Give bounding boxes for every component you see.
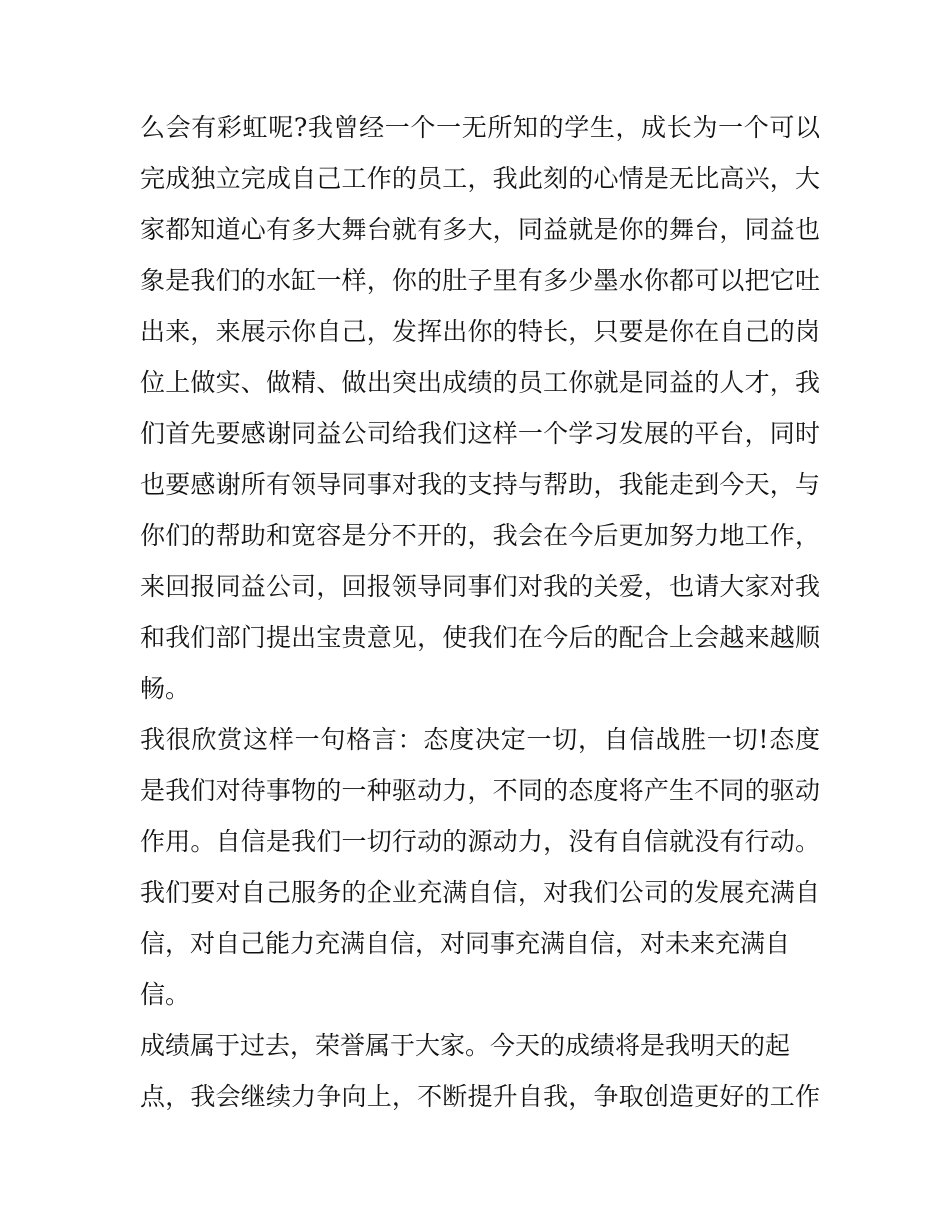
text-line: 么会有彩虹呢?我曾经一个一无所知的学生，成长为一个可以 — [140, 113, 820, 142]
text-line: 家都知道心有多大舞台就有多大，同益就是你的舞台，同益也 — [140, 215, 820, 244]
text-line: 你们的帮助和宽容是分不开的，我会在今后更加努力地工作， — [140, 521, 820, 550]
text-line: 畅。 — [140, 674, 191, 703]
text-line: 作用。自信是我们一切行动的源动力，没有自信就没有行动。 — [140, 827, 820, 856]
text-line: 和我们部门提出宝贵意见，使我们在今后的配合上会越来越顺 — [140, 623, 820, 652]
text-line: 出来，来展示你自己，发挥出你的特长，只要是你在自己的岗 — [140, 317, 820, 346]
text-line: 象是我们的水缸一样，你的肚子里有多少墨水你都可以把它吐 — [140, 266, 820, 295]
document-body — [140, 102, 820, 1122]
text-line: 也要感谢所有领导同事对我的支持与帮助，我能走到今天，与 — [140, 470, 820, 499]
text-line: 来回报同益公司，回报领导同事们对我的关爱，也请大家对我 — [140, 572, 820, 601]
text-line: 成绩属于过去，荣誉属于大家。今天的成绩将是我明天的起 — [140, 1031, 791, 1060]
text-line: 我们要对自己服务的企业充满自信，对我们公司的发展充满自 — [140, 878, 820, 907]
text-line: 是我们对待事物的一种驱动力，不同的态度将产生不同的驱动 — [140, 776, 820, 805]
text-line: 我很欣赏这样一句格言：态度决定一切，自信战胜一切!态度 — [140, 725, 820, 754]
paragraph-1 — [140, 102, 820, 714]
text-line: 完成独立完成自己工作的员工，我此刻的心情是无比高兴，大 — [140, 164, 820, 193]
text-line: 信。 — [140, 980, 191, 1009]
text-line: 们首先要感谢同益公司给我们这样一个学习发展的平台，同时 — [140, 419, 820, 448]
paragraph-3 — [140, 1020, 820, 1122]
text-line: 点，我会继续力争向上，不断提升自我，争取创造更好的工作 — [140, 1082, 820, 1111]
text-line: 信，对自己能力充满自信，对同事充满自信，对未来充满自 — [140, 929, 791, 958]
text-line: 位上做实、做精、做出突出成绩的员工你就是同益的人才，我 — [140, 368, 820, 397]
paragraph-2 — [140, 714, 820, 1020]
